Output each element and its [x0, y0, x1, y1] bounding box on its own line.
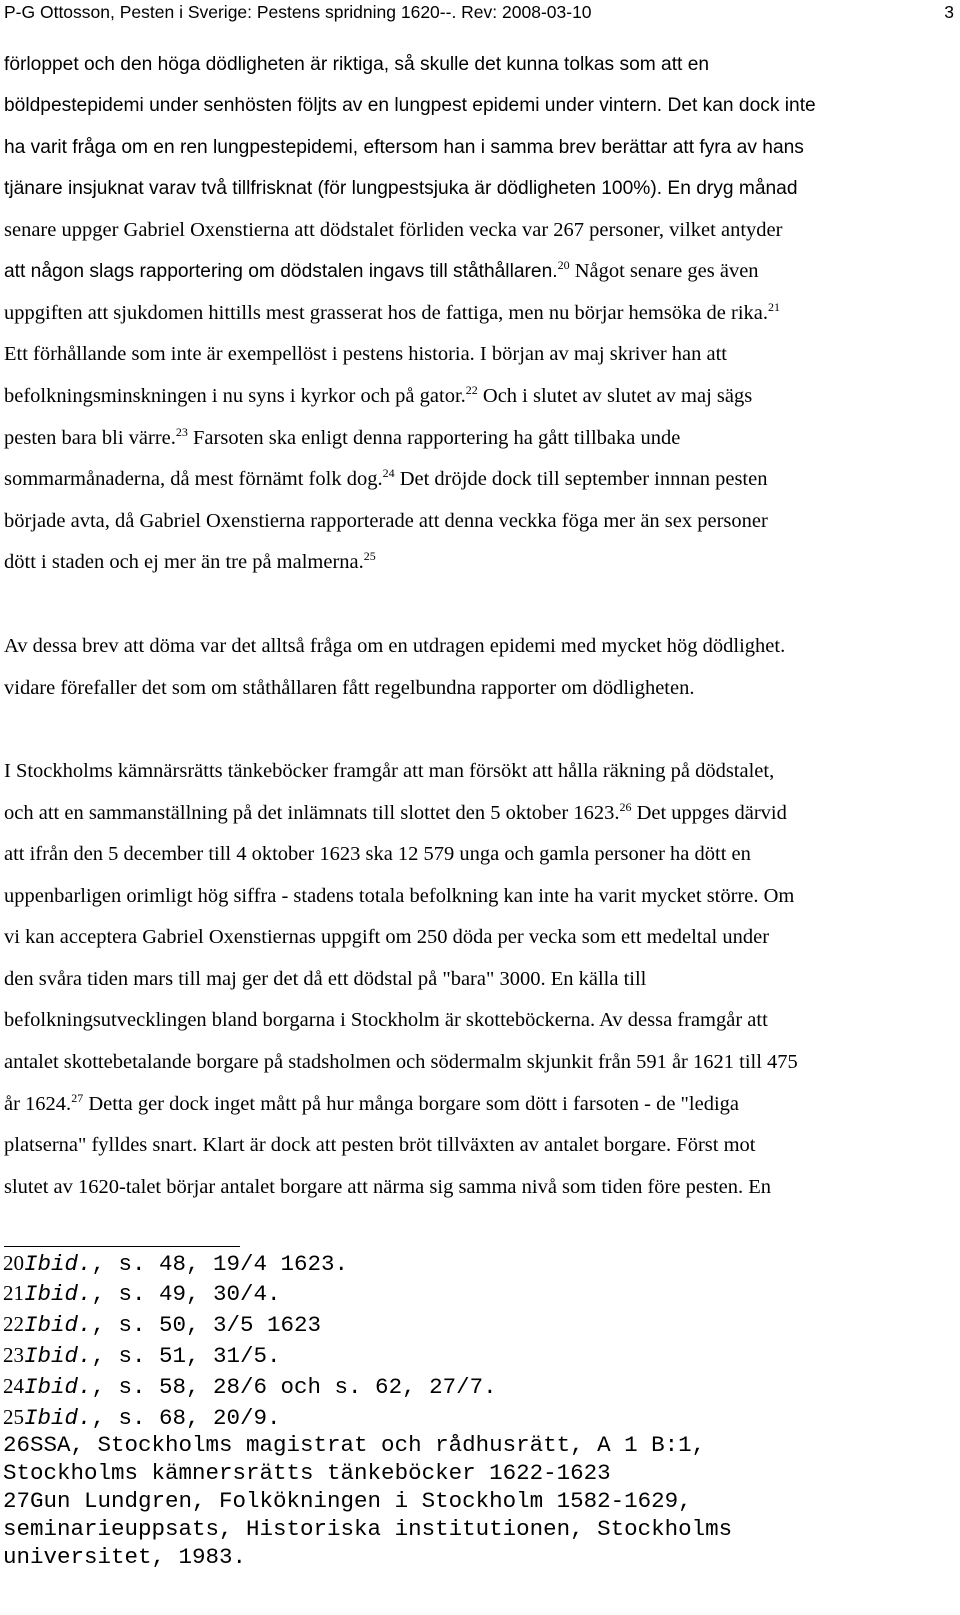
text-line: befolkningsutvecklingen bland borgarna i Stockholm är skotteböckerna. Av dessa framgår att	[4, 1009, 768, 1031]
footnote-continuation: Stockholms kämnersrätts tänkeböcker 1622-1623	[3, 1460, 611, 1486]
text-line: ha varit fråga om en ren lungpestepidemi, eftersom han i samma brev berättar att fyra av hans	[4, 137, 804, 158]
header-title: P-G Ottosson, Pesten i Sverige: Pestens spridning 1620--. Rev: 2008-03-10	[4, 2, 592, 22]
text-line: tjänare insjuknat varav två tillfrisknat (för lungpestsjuka är dödligheten 100%). En dryg månad	[4, 178, 798, 199]
text-line: år 1624.27 Detta ger dock inget mått på hur många borgare som dött i farsoten - de "lediga	[4, 1091, 739, 1115]
footnote-ref[interactable]: 27	[71, 1091, 84, 1105]
footnote-ref[interactable]: 25	[363, 549, 376, 563]
text-line: befolkningsminskningen i nu syns i kyrkor och på gator.$^{22}$ Och i slutet av slutet av maj sägs	[4, 383, 753, 407]
footnote: 21Ibid., s. 49, 30/4.	[3, 1281, 281, 1307]
footnote-ref[interactable]: 22	[465, 383, 478, 397]
footnote: 26SSA, Stockholms magistrat och rådhusrätt, A 1 B:1,	[3, 1432, 706, 1458]
text-line: började avta, då Gabriel Oxenstierna rapporterade att denna veckka föga mer än sex personer	[4, 510, 768, 532]
footnote: 27Gun Lundgren, Folkökningen i Stockholm 1582-1629,	[3, 1488, 692, 1514]
page-header	[4, 2, 954, 24]
text-line: Ett förhållande som inte är exempellöst i pestens historia. I början av maj skriver han att	[4, 343, 727, 365]
page-number: 3	[944, 2, 954, 22]
text-line: att någon slags rapportering om dödstalen ingavs till ståthållaren.$^{20}$ Något senare ges även	[4, 258, 759, 282]
footnote-ref[interactable]: 20	[557, 258, 570, 272]
footnote: 20Ibid., s. 48, 19/4 1623.	[3, 1251, 349, 1277]
text-line: att ifrån den 5 december till 4 oktober 1623 ska 12 579 unga och gamla personer ha dött en	[4, 843, 751, 865]
text-line: platserna" fylldes snart. Klart är dock att pesten bröt tillväxten av antalet borgare. Först mot	[4, 1134, 756, 1156]
footnote-ref[interactable]: 23	[175, 425, 188, 439]
footnote-divider	[4, 1246, 240, 1247]
text-line: Av dessa brev att döma var det alltså fråga om en utdragen epidemi med mycket hög dödlighet.	[4, 635, 786, 657]
text-line: I Stockholms kämnärsrätts tänkeböcker framgår att man försökt att hålla räkning på dödstalet,	[4, 760, 775, 782]
footnote: 22Ibid., s. 50, 3/5 1623	[3, 1312, 322, 1338]
text-line: pesten bara bli värre.$^{23}$ Farsoten ska enligt denna rapportering ha gått tillbaka unde	[4, 425, 681, 449]
text-line: uppenbarligen orimligt hög siffra - stadens totala befolkning kan inte ha varit mycket större. Om	[4, 885, 795, 907]
text-line: den svåra tiden mars till maj ger det då ett dödstal på "bara" 3000. En källa till	[4, 968, 647, 990]
text-line: och att en sammanställning på det inlämnats till slottet den 5 oktober 1623.26 Det uppges därvid	[4, 800, 787, 824]
text-line: böldpestepidemi under senhösten följts av en lungpest epidemi under vintern. Det kan dock inte	[4, 95, 816, 116]
footnote-continuation: seminarieuppsats, Historiska institutionen, Stockholms	[3, 1516, 733, 1542]
text-line: sommarmånaderna, då mest förnämt folk dog.$^{24}$ Det dröjde dock till september innnan pesten	[4, 466, 768, 490]
text-line: förloppet och den höga dödligheten är riktiga, så skulle det kunna tolkas som att en	[4, 54, 710, 75]
text-line: senare uppger Gabriel Oxenstierna att dödstalet förliden vecka var 267 personer, vilket antyder	[4, 219, 783, 241]
text-line: slutet av 1620-talet börjar antalet borgare att närma sig samma nivå som tiden före pesten. En	[4, 1176, 771, 1198]
footnote-ref[interactable]: 24	[382, 466, 395, 480]
footnote: 24Ibid., s. 58, 28/6 och s. 62, 27/7.	[3, 1374, 497, 1400]
footnote: 23Ibid., s. 51, 31/5.	[3, 1343, 281, 1369]
text-line: antalet skottebetalande borgare på stadsholmen och södermalm skjunkit från 591 år 1621 till 475	[4, 1051, 798, 1073]
text-line: vidare förefaller det som om ståthållaren fått regelbundna rapporter om dödligheten.	[4, 677, 695, 699]
footnote: 25Ibid., s. 68, 20/9.	[3, 1405, 281, 1431]
footnote-ref[interactable]: 21	[768, 300, 781, 314]
text-line: uppgiften att sjukdomen hittills mest grasserat hos de fattiga, men nu börjar hemsöka de rika.$^{21}$	[4, 300, 781, 324]
footnote-continuation: universitet, 1983.	[3, 1544, 247, 1570]
footnote-ref[interactable]: 26	[619, 800, 632, 814]
text-line: vi kan acceptera Gabriel Oxenstiernas uppgift om 250 döda per vecka som ett medeltal under	[4, 926, 770, 948]
text-line: dött i staden och ej mer än tre på malmerna.$^{25}$	[4, 549, 376, 573]
